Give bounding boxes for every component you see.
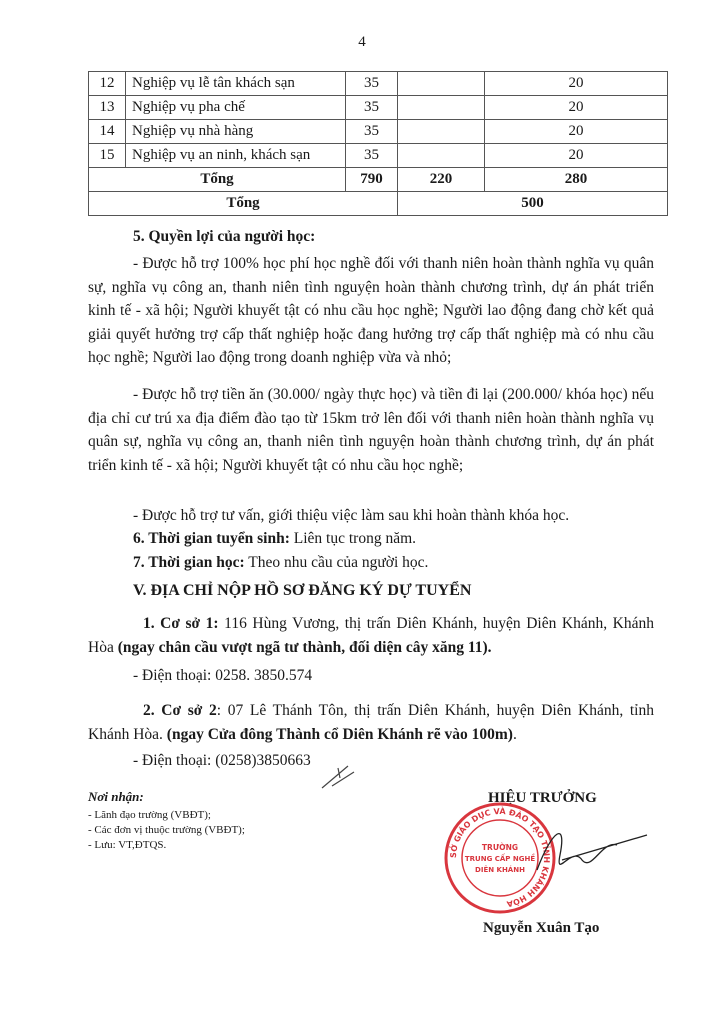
row-number: 13 (89, 96, 126, 120)
subtotal-b: 220 (398, 168, 485, 192)
course-name: Nghiệp vụ nhà hàng (126, 120, 346, 144)
signer-name: Nguyễn Xuân Tạo (483, 920, 600, 936)
co-so-2-note-end: . (512, 725, 517, 743)
co-so-1-address: 116 Hùng Vương, thị trấn Diên Khánh, huyện Diên Khánh, Khánh Hòa (88, 615, 654, 656)
cell-value (398, 96, 485, 120)
section-6-label: 6. Thời gian tuyển sinh: (133, 530, 290, 547)
seal-line-2: TRUNG CẤP NGHỀ (464, 855, 536, 863)
co-so-1-phone: - Điện thoại: 0258. 3850.574 (133, 667, 313, 684)
section-6 (133, 530, 416, 548)
cell-value: 20 (485, 144, 668, 168)
seal-line-1: TRƯỜNG (481, 843, 519, 852)
signer-title: HIỆU TRƯỞNG (488, 790, 597, 806)
recipient-item: - Lãnh đạo trường (VBĐT); (88, 809, 211, 821)
cell-value: 20 (485, 72, 668, 96)
subtotal-label: Tổng (89, 168, 346, 192)
co-so-1-label: 1. Cơ sở 1: (143, 615, 219, 632)
cell-value (398, 144, 485, 168)
cell-value (398, 120, 485, 144)
section-7-value: Theo nhu cầu của người học. (244, 554, 429, 571)
cell-value: 20 (485, 120, 668, 144)
section-7-label: 7. Thời gian học: (133, 554, 245, 571)
initial-mark-icon (318, 758, 358, 796)
cell-value (398, 72, 485, 96)
co-so-1 (88, 612, 654, 659)
cell-value: 20 (485, 96, 668, 120)
grand-total-row (89, 192, 668, 216)
row-number: 15 (89, 144, 126, 168)
subtotal-a: 790 (346, 168, 398, 192)
seal-ring-text: SỞ GIÁO DỤC VÀ ĐÀO TẠO TỈNH KHÁNH HÒA (448, 806, 552, 909)
cell-value: 35 (346, 96, 398, 120)
cell-value: 35 (346, 120, 398, 144)
grand-total-label: Tổng (89, 192, 398, 216)
cell-value: 35 (346, 72, 398, 96)
course-name: Nghiệp vụ lễ tân khách sạn (126, 72, 346, 96)
co-so-2-phone: - Điện thoại: (0258)3850663 (133, 752, 311, 769)
cell-value: 35 (346, 144, 398, 168)
page-number: 4 (358, 34, 366, 50)
section-5-paragraph-3: - Được hỗ trợ tư vấn, giới thiệu việc làm sau khi hoàn thành khóa học. (133, 507, 570, 524)
row-number: 14 (89, 120, 126, 144)
subtotal-c: 280 (485, 168, 668, 192)
school-seal-icon (442, 800, 662, 920)
section-5-paragraph-1: - Được hỗ trợ 100% học phí học nghề đối với thanh niên hoàn thành nghĩa vụ quân sự, nghĩa vụ công an, thanh niên tình nguyện hoàn thành chương trình, dự án phát triển kinh tế - xã hội; Người khuyết tật có nhu cầu học nghề; Người lao động đang chờ kết quả giải quyết hưởng trợ cấp thất nghiệp hoặc đang hưởng trợ cấp thất nghiệp mà có nhu cầu học nghề; Người lao động trong doanh nghiệp vừa và nhỏ; (88, 255, 654, 366)
section-v-title: V. ĐỊA CHỈ NỘP HỒ SƠ ĐĂNG KÝ DỰ TUYỂN (133, 582, 472, 599)
row-number: 12 (89, 72, 126, 96)
section-7 (133, 554, 428, 572)
co-so-2 (88, 699, 654, 746)
co-so-2-note: (ngay Cửa đông Thành cổ Diên Khánh rẽ vào 100m) (166, 725, 513, 743)
subtotal-row (89, 168, 668, 192)
section-5-paragraph-2: - Được hỗ trợ tiền ăn (30.000/ ngày thực học) và tiền đi lại (200.000/ khóa học) nếu địa chỉ cư trú xa địa điểm đào tạo từ 15km trở lên đối với thanh niên hoàn thành nghĩa vụ quân sự, nghĩa vụ công an, thanh niên tình nguyện hoàn thành chương trình, dự án phát triển kinh tế - xã hội; Người khuyết tật có nhu cầu học nghề; (88, 386, 654, 474)
section-6-value: Liên tục trong năm. (289, 530, 417, 547)
section-5-title: 5. Quyền lợi của người học: (133, 228, 316, 245)
co-so-2-label: 2. Cơ sở 2 (143, 702, 217, 719)
table-row (89, 144, 668, 168)
grand-total-value: 500 (398, 192, 668, 216)
table-row (89, 120, 668, 144)
seal-line-3: DIÊN KHÁNH (475, 866, 525, 874)
course-name: Nghiệp vụ pha chế (126, 96, 346, 120)
recipient-item: - Lưu: VT,ĐTQS. (88, 839, 167, 851)
recipients-title: Nơi nhận: (88, 789, 144, 804)
table-row (89, 72, 668, 96)
enrollment-table (88, 71, 668, 216)
co-so-1-note: (ngay chân cầu vượt ngã tư thành, đối diện cây xăng 11). (117, 638, 492, 656)
recipient-item: - Các đơn vị thuộc trường (VBĐT); (88, 824, 245, 836)
course-name: Nghiệp vụ an ninh, khách sạn (126, 144, 346, 168)
co-so-2-address: : 07 Lê Thánh Tôn, thị trấn Diên Khánh, huyện Diên Khánh, tỉnh Khánh Hòa. (88, 702, 654, 743)
table-row (89, 96, 668, 120)
